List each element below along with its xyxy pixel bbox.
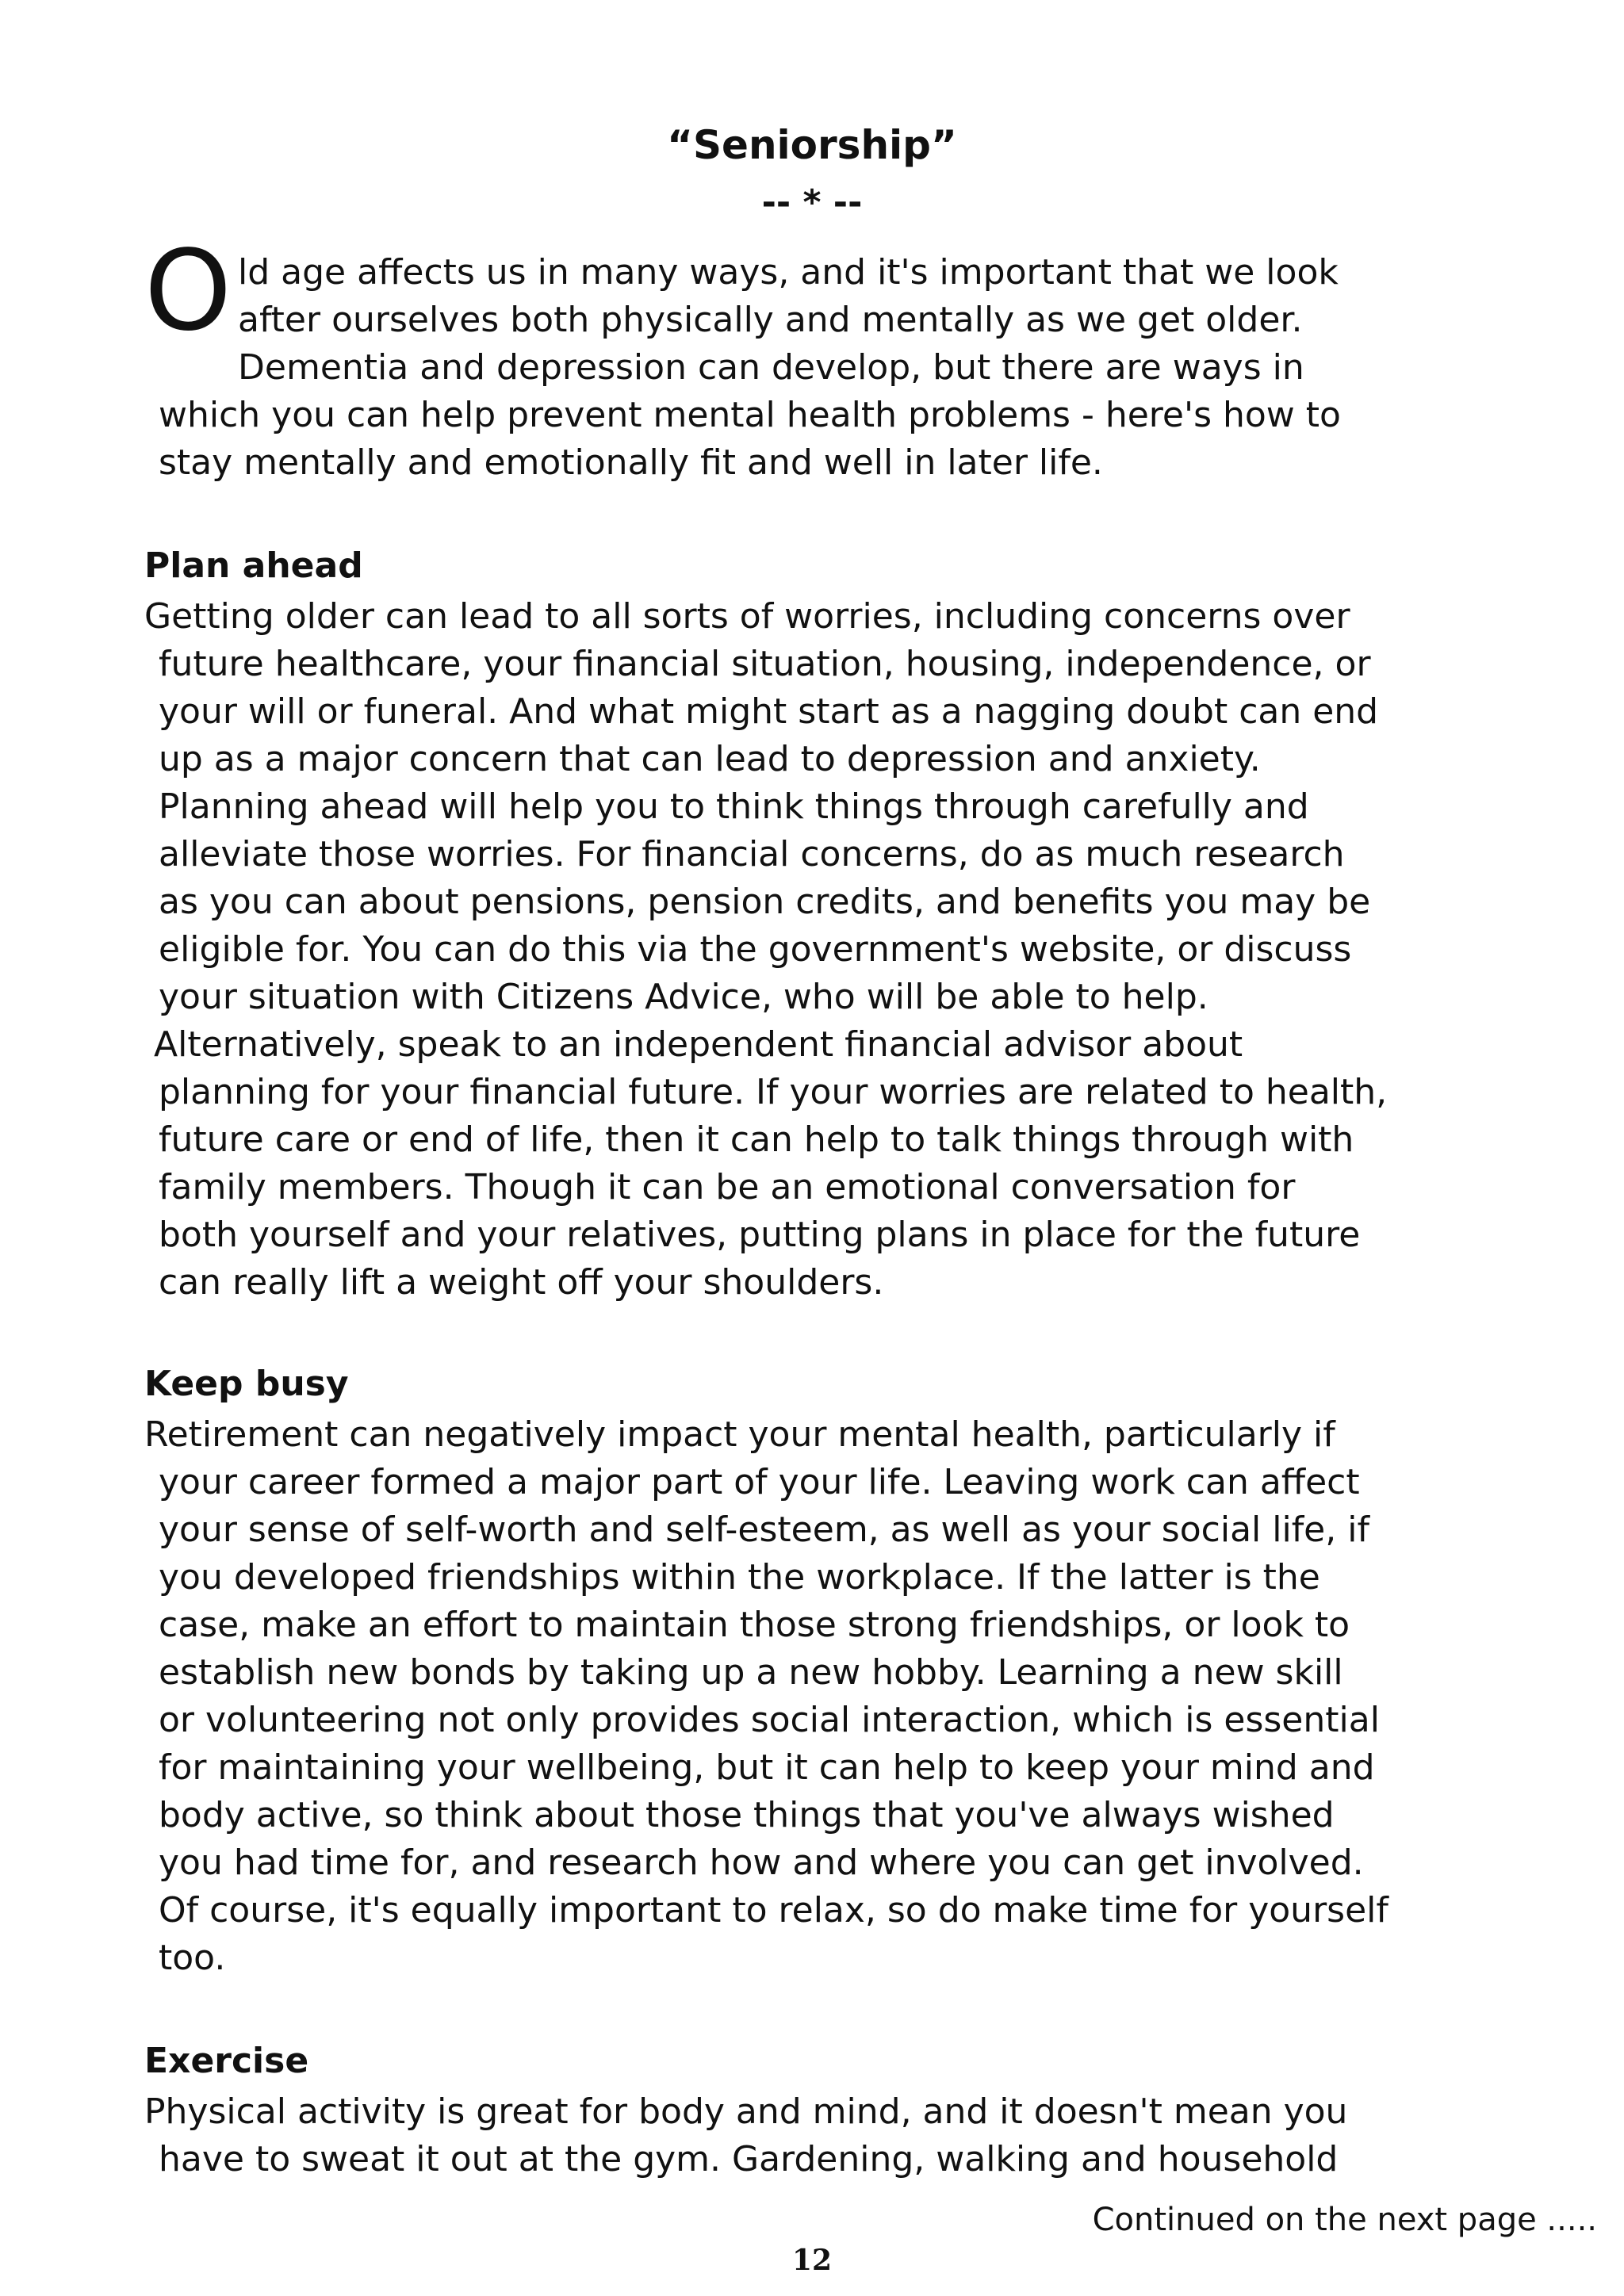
body-line: or volunteering not only provides social interaction, which is essential [159,1700,1380,1740]
page-number: 12 [791,2244,833,2277]
body-line: family members. Though it can be an emotional conversation for [159,1167,1296,1207]
body-line: Planning ahead will help you to think things through carefully and [159,786,1309,827]
continued-note: Continued on the next page ..... [1092,2202,1597,2238]
body-line: future care or end of life, then it can help to talk things through with [159,1119,1354,1160]
body-line: Getting older can lead to all sorts of worries, including concerns over [144,596,1350,637]
body-line: body active, so think about those things that you've always wished [159,1795,1335,1835]
section-heading-exercise: Exercise [144,2041,309,2081]
body-line: your situation with Citizens Advice, who will be able to help. [159,977,1208,1017]
body-line: both yourself and your relatives, putting plans in place for the future [159,1215,1361,1255]
body-line: Physical activity is great for body and mind, and it doesn't mean you [144,2091,1348,2132]
body-line: as you can about pensions, pension credits, and benefits you may be [159,882,1371,922]
section-heading-plan-ahead: Plan ahead [144,545,363,586]
intro-line: after ourselves both physically and mentally as we get older. [238,300,1303,340]
title-separator: -- * -- [761,182,863,223]
body-line: establish new bonds by taking up a new hobby. Learning a new skill [159,1652,1343,1693]
body-line: future healthcare, your financial situation, housing, independence, or [159,644,1371,684]
body-line: for maintaining your wellbeing, but it can help to keep your mind and [159,1747,1375,1788]
intro-line: ld age affects us in many ways, and it's important that we look [238,252,1339,293]
body-line: have to sweat it out at the gym. Gardening, walking and household [159,2139,1339,2179]
body-line: eligible for. You can do this via the government's website, or discuss [159,929,1352,970]
body-line: your sense of self-worth and self-esteem, as well as your social life, if [159,1510,1369,1550]
body-line: your will or funeral. And what might start as a nagging doubt can end [159,691,1379,732]
body-line: too. [159,1938,226,1978]
section-body-exercise [144,2088,1477,2183]
body-line: Alternatively, speak to an independent financial advisor about [154,1024,1243,1065]
section-heading-keep-busy: Keep busy [144,1364,349,1404]
body-line: up as a major concern that can lead to depression and anxiety. [159,739,1261,779]
section-body-plan-ahead [144,593,1477,1307]
body-line: Retirement can negatively impact your mental health, particularly if [144,1414,1335,1455]
body-line: your career formed a major part of your life. Leaving work can affect [159,1462,1360,1502]
article-title: “Seniorship” [667,122,957,168]
intro-line: stay mentally and emotionally fit and well in later life. [159,442,1103,483]
body-line: Of course, it's equally important to relax, so do make time for yourself [159,1890,1388,1931]
drop-cap: O [144,227,232,356]
body-line: alleviate those worries. For financial concerns, do as much research [159,834,1345,874]
body-line: can really lift a weight off your shoulders. [159,1262,884,1303]
section-body-keep-busy [144,1411,1477,1982]
body-line: you had time for, and research how and where you can get involved. [159,1843,1364,1883]
body-line: planning for your financial future. If your worries are related to health, [159,1072,1388,1112]
intro-line: which you can help prevent mental health problems - here's how to [159,395,1341,435]
body-line: case, make an effort to maintain those strong friendships, or look to [159,1605,1350,1645]
intro-paragraph [144,249,1477,487]
intro-line: Dementia and depression can develop, but there are ways in [238,347,1304,388]
body-line: you developed friendships within the workplace. If the latter is the [159,1557,1320,1598]
